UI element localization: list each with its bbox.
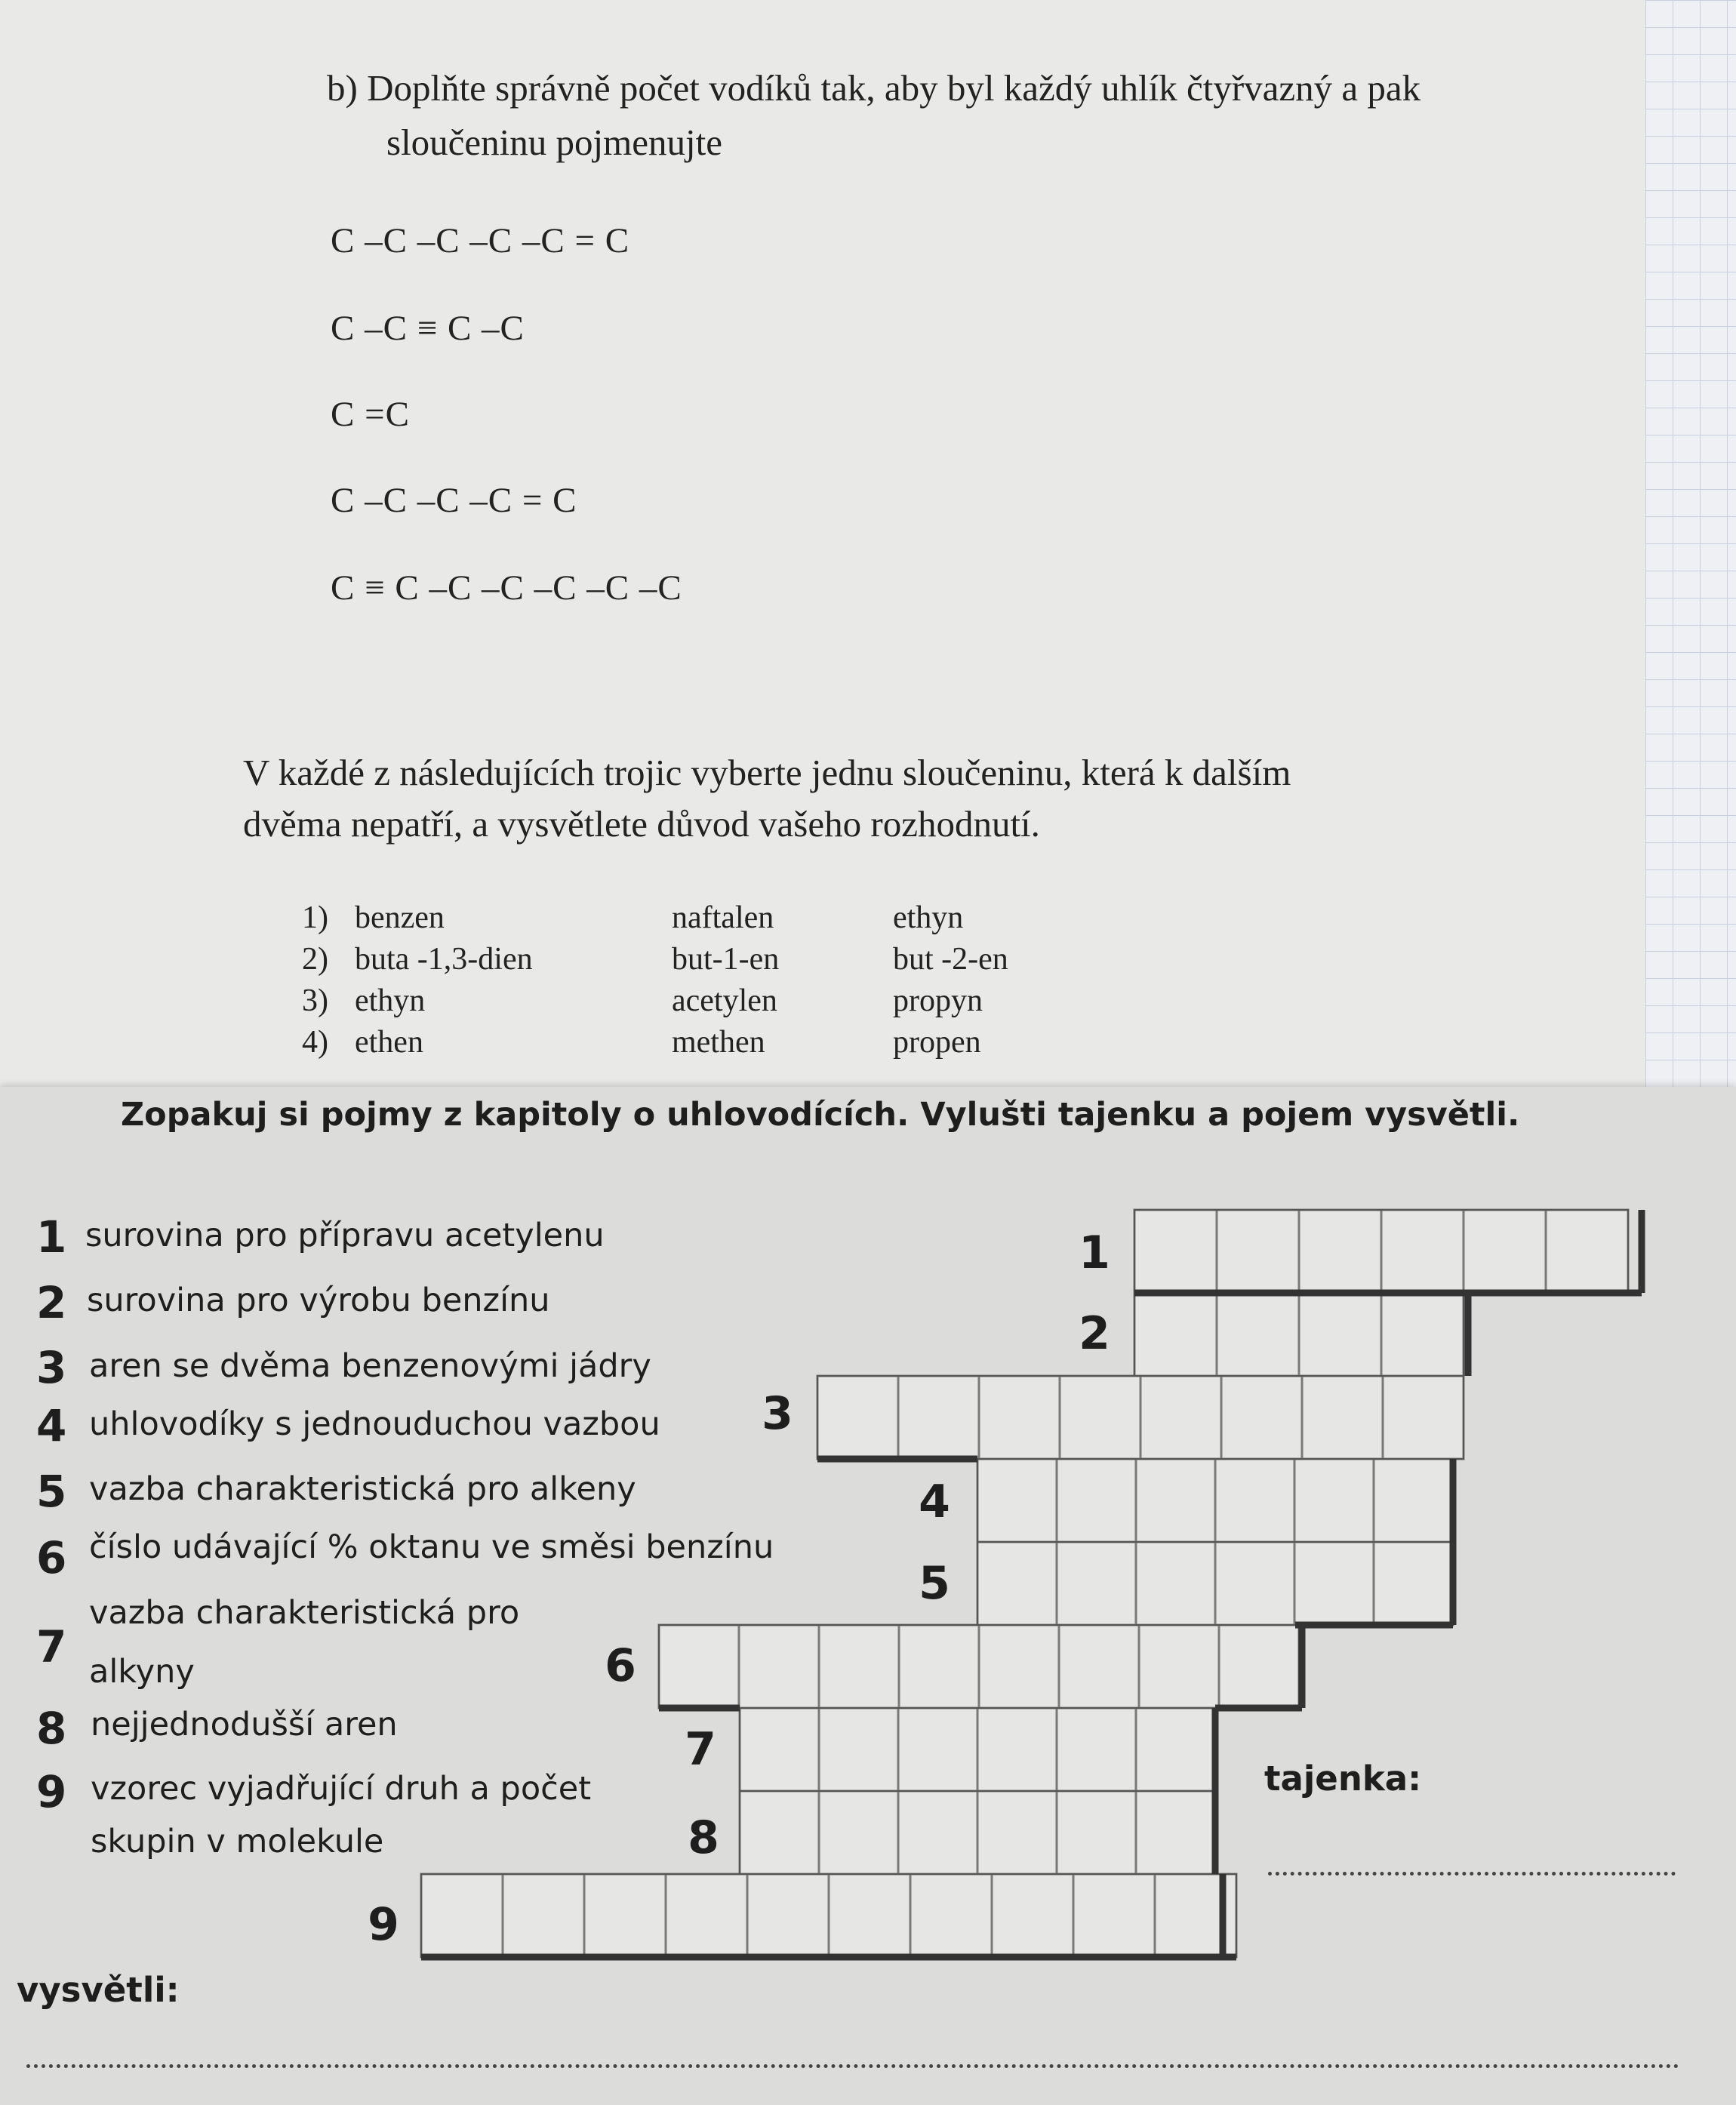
crossword-cell[interactable] [819, 1708, 898, 1791]
crossword-cell[interactable] [740, 1708, 819, 1791]
crossword-row [740, 1791, 1215, 1874]
triple-b: naftalen [672, 900, 774, 935]
crossword-cell[interactable] [1057, 1459, 1136, 1542]
clue-number: 5 [36, 1466, 67, 1517]
crossword-cell[interactable] [1464, 1210, 1546, 1293]
triple-c: propen [893, 1025, 981, 1060]
crossword-cell[interactable] [747, 1874, 829, 1957]
crossword-cell[interactable] [1302, 1376, 1383, 1459]
crossword-cell[interactable] [979, 1376, 1060, 1459]
crossword-cell[interactable] [503, 1874, 584, 1957]
crossword-cell[interactable] [1383, 1376, 1464, 1459]
clue-text: uhlovodíky s jednouduchou vazbou [89, 1405, 660, 1443]
crossword-cell[interactable] [1546, 1210, 1628, 1293]
crossword-cell[interactable] [1217, 1210, 1299, 1293]
crossword-row-number: 2 [1079, 1307, 1110, 1360]
triple-b: methen [672, 1025, 765, 1060]
crossword-cell[interactable] [1215, 1542, 1294, 1625]
crossword-cell[interactable] [1217, 1293, 1299, 1376]
crossword-row [977, 1542, 1453, 1625]
crossword-cell[interactable] [1060, 1376, 1140, 1459]
triple-a: buta -1,3-dien [355, 942, 533, 977]
crossword-row-number: 8 [688, 1811, 719, 1864]
formula-2: C –C ≡ C –C [331, 309, 525, 348]
crossword-cell[interactable] [1299, 1293, 1381, 1376]
crossword-cell[interactable] [421, 1874, 503, 1957]
crossword-cell[interactable] [1136, 1708, 1215, 1791]
crossword-cell[interactable] [659, 1625, 739, 1708]
crossword-cell[interactable] [1134, 1210, 1217, 1293]
triple-a: ethen [355, 1025, 423, 1060]
crossword-row [977, 1459, 1453, 1542]
clue-number: 2 [36, 1277, 67, 1328]
triple-a: ethyn [355, 983, 426, 1018]
clue-number: 4 [36, 1400, 67, 1451]
triple-c: ethyn [893, 900, 964, 935]
crossword-cell[interactable] [1073, 1874, 1155, 1957]
crossword-cell[interactable] [1140, 1376, 1221, 1459]
crossword-cell[interactable] [1381, 1210, 1464, 1293]
clue-text: nejjednodušší aren [91, 1706, 398, 1743]
tajenka-answer-line[interactable] [1268, 1872, 1676, 1876]
clue-text: vazba charakteristická pro alkeny [89, 1470, 636, 1508]
clue-text: aren se dvěma benzenovými jádry [89, 1347, 651, 1385]
crossword-cell[interactable] [819, 1625, 899, 1708]
crossword-row-number: 5 [919, 1557, 950, 1610]
task-triples-line2: dvěma nepatří, a vysvětlete důvod vašeho rozhodnutí. [243, 803, 1040, 845]
formula-5: C ≡ C –C –C –C –C –C [331, 568, 682, 608]
crossword-cell[interactable] [977, 1459, 1057, 1542]
crossword-cell[interactable] [1057, 1791, 1136, 1874]
crossword-cell[interactable] [899, 1625, 979, 1708]
crossword-cell[interactable] [1374, 1459, 1453, 1542]
clue-text: vzorec vyjadřující druh a počet [91, 1770, 592, 1808]
crossword-cell[interactable] [1059, 1625, 1139, 1708]
triple-a: benzen [355, 900, 445, 935]
crossword-row [817, 1376, 1464, 1459]
crossword-cell[interactable] [1057, 1708, 1136, 1791]
triple-c: propyn [893, 983, 983, 1018]
crossword-row [740, 1708, 1215, 1791]
crossword-cell[interactable] [1374, 1542, 1453, 1625]
crossword-cell[interactable] [1057, 1542, 1136, 1625]
crossword-cell[interactable] [1294, 1542, 1374, 1625]
clue-number: 9 [36, 1766, 67, 1817]
clue-text-continued: alkyny [89, 1653, 195, 1691]
crossword-cell[interactable] [666, 1874, 747, 1957]
clue-text: surovina pro přípravu acetylenu [85, 1217, 605, 1254]
triple-num: 4) [302, 1025, 328, 1060]
clue-number: 8 [36, 1703, 67, 1754]
crossword-cell[interactable] [898, 1376, 979, 1459]
formula-4: C –C –C –C = C [331, 481, 577, 520]
formula-3: C =C [331, 395, 410, 434]
clue-number: 1 [36, 1211, 67, 1263]
crossword-cell[interactable] [977, 1708, 1057, 1791]
crossword-row-number: 4 [919, 1476, 950, 1528]
crossword-row-number: 9 [368, 1898, 399, 1951]
crossword-row-number: 1 [1079, 1226, 1110, 1279]
task-triples-line1: V každé z následujících trojic vyberte jednu sloučeninu, která k dalším [243, 752, 1291, 793]
crossword-row [421, 1874, 1236, 1957]
crossword-cell[interactable] [829, 1874, 910, 1957]
explain-answer-line[interactable] [26, 2064, 1679, 2068]
clue-text: číslo udávající % oktanu ve směsi benzínu [89, 1528, 774, 1566]
crossword-cell[interactable] [910, 1874, 992, 1957]
crossword-cell[interactable] [1215, 1459, 1294, 1542]
crossword-row [659, 1625, 1299, 1708]
crossword-row-number: 7 [685, 1723, 716, 1776]
explain-label: vysvětli: [17, 1970, 180, 2010]
crossword-row-number: 3 [762, 1387, 793, 1440]
crossword-cell[interactable] [819, 1791, 898, 1874]
clue-text-continued: skupin v molekule [91, 1823, 384, 1860]
triple-b: but-1-en [672, 942, 780, 977]
crossword-cell[interactable] [1136, 1459, 1215, 1542]
crossword-cell[interactable] [1136, 1542, 1215, 1625]
crossword-cell[interactable] [1299, 1210, 1381, 1293]
crossword-cell[interactable] [584, 1874, 666, 1957]
crossword-cell[interactable] [977, 1791, 1057, 1874]
clue-number: 3 [36, 1342, 67, 1393]
crossword-cell[interactable] [1221, 1376, 1302, 1459]
crossword-cell[interactable] [740, 1791, 819, 1874]
crossword-cell[interactable] [992, 1874, 1073, 1957]
task-b-title-line2: sloučeninu pojmenujte [386, 122, 722, 163]
crossword-cell[interactable] [1139, 1625, 1219, 1708]
crossword-row-number: 6 [605, 1639, 636, 1692]
crossword-cell[interactable] [977, 1542, 1057, 1625]
formula-1: C –C –C –C –C = C [331, 221, 630, 260]
crossword-cell[interactable] [1136, 1791, 1215, 1874]
crossword-cell[interactable] [1134, 1293, 1217, 1376]
clue-number: 6 [36, 1532, 67, 1583]
task-b-title-line1: b) Doplňte správně počet vodíků tak, aby byl každý uhlík čtyřvazný a pak [327, 67, 1421, 109]
triple-b: acetylen [672, 983, 777, 1018]
crossword-cell[interactable] [739, 1625, 819, 1708]
triple-num: 3) [302, 983, 328, 1018]
tajenka-label: tajenka: [1264, 1759, 1422, 1799]
crossword-cell[interactable] [898, 1791, 977, 1874]
clue-text: vazba charakteristická pro [89, 1594, 520, 1632]
crossword-cell[interactable] [979, 1625, 1059, 1708]
triple-c: but -2-en [893, 942, 1008, 977]
triple-num: 1) [302, 900, 328, 935]
crossword-cell[interactable] [1219, 1625, 1299, 1708]
crossword-row [1134, 1293, 1464, 1376]
clue-number: 7 [36, 1621, 67, 1673]
clue-text: surovina pro výrobu benzínu [87, 1282, 550, 1319]
crossword-cell[interactable] [1294, 1459, 1374, 1542]
crossword-cell[interactable] [1381, 1293, 1464, 1376]
triple-num: 2) [302, 942, 328, 977]
crossword-heading: Zopakuj si pojmy z kapitoly o uhlovodících. Vylušti tajenku a pojem vysvětli. [121, 1096, 1520, 1134]
crossword-row [1134, 1210, 1628, 1293]
crossword-cell[interactable] [817, 1376, 898, 1459]
crossword-cell[interactable] [898, 1708, 977, 1791]
